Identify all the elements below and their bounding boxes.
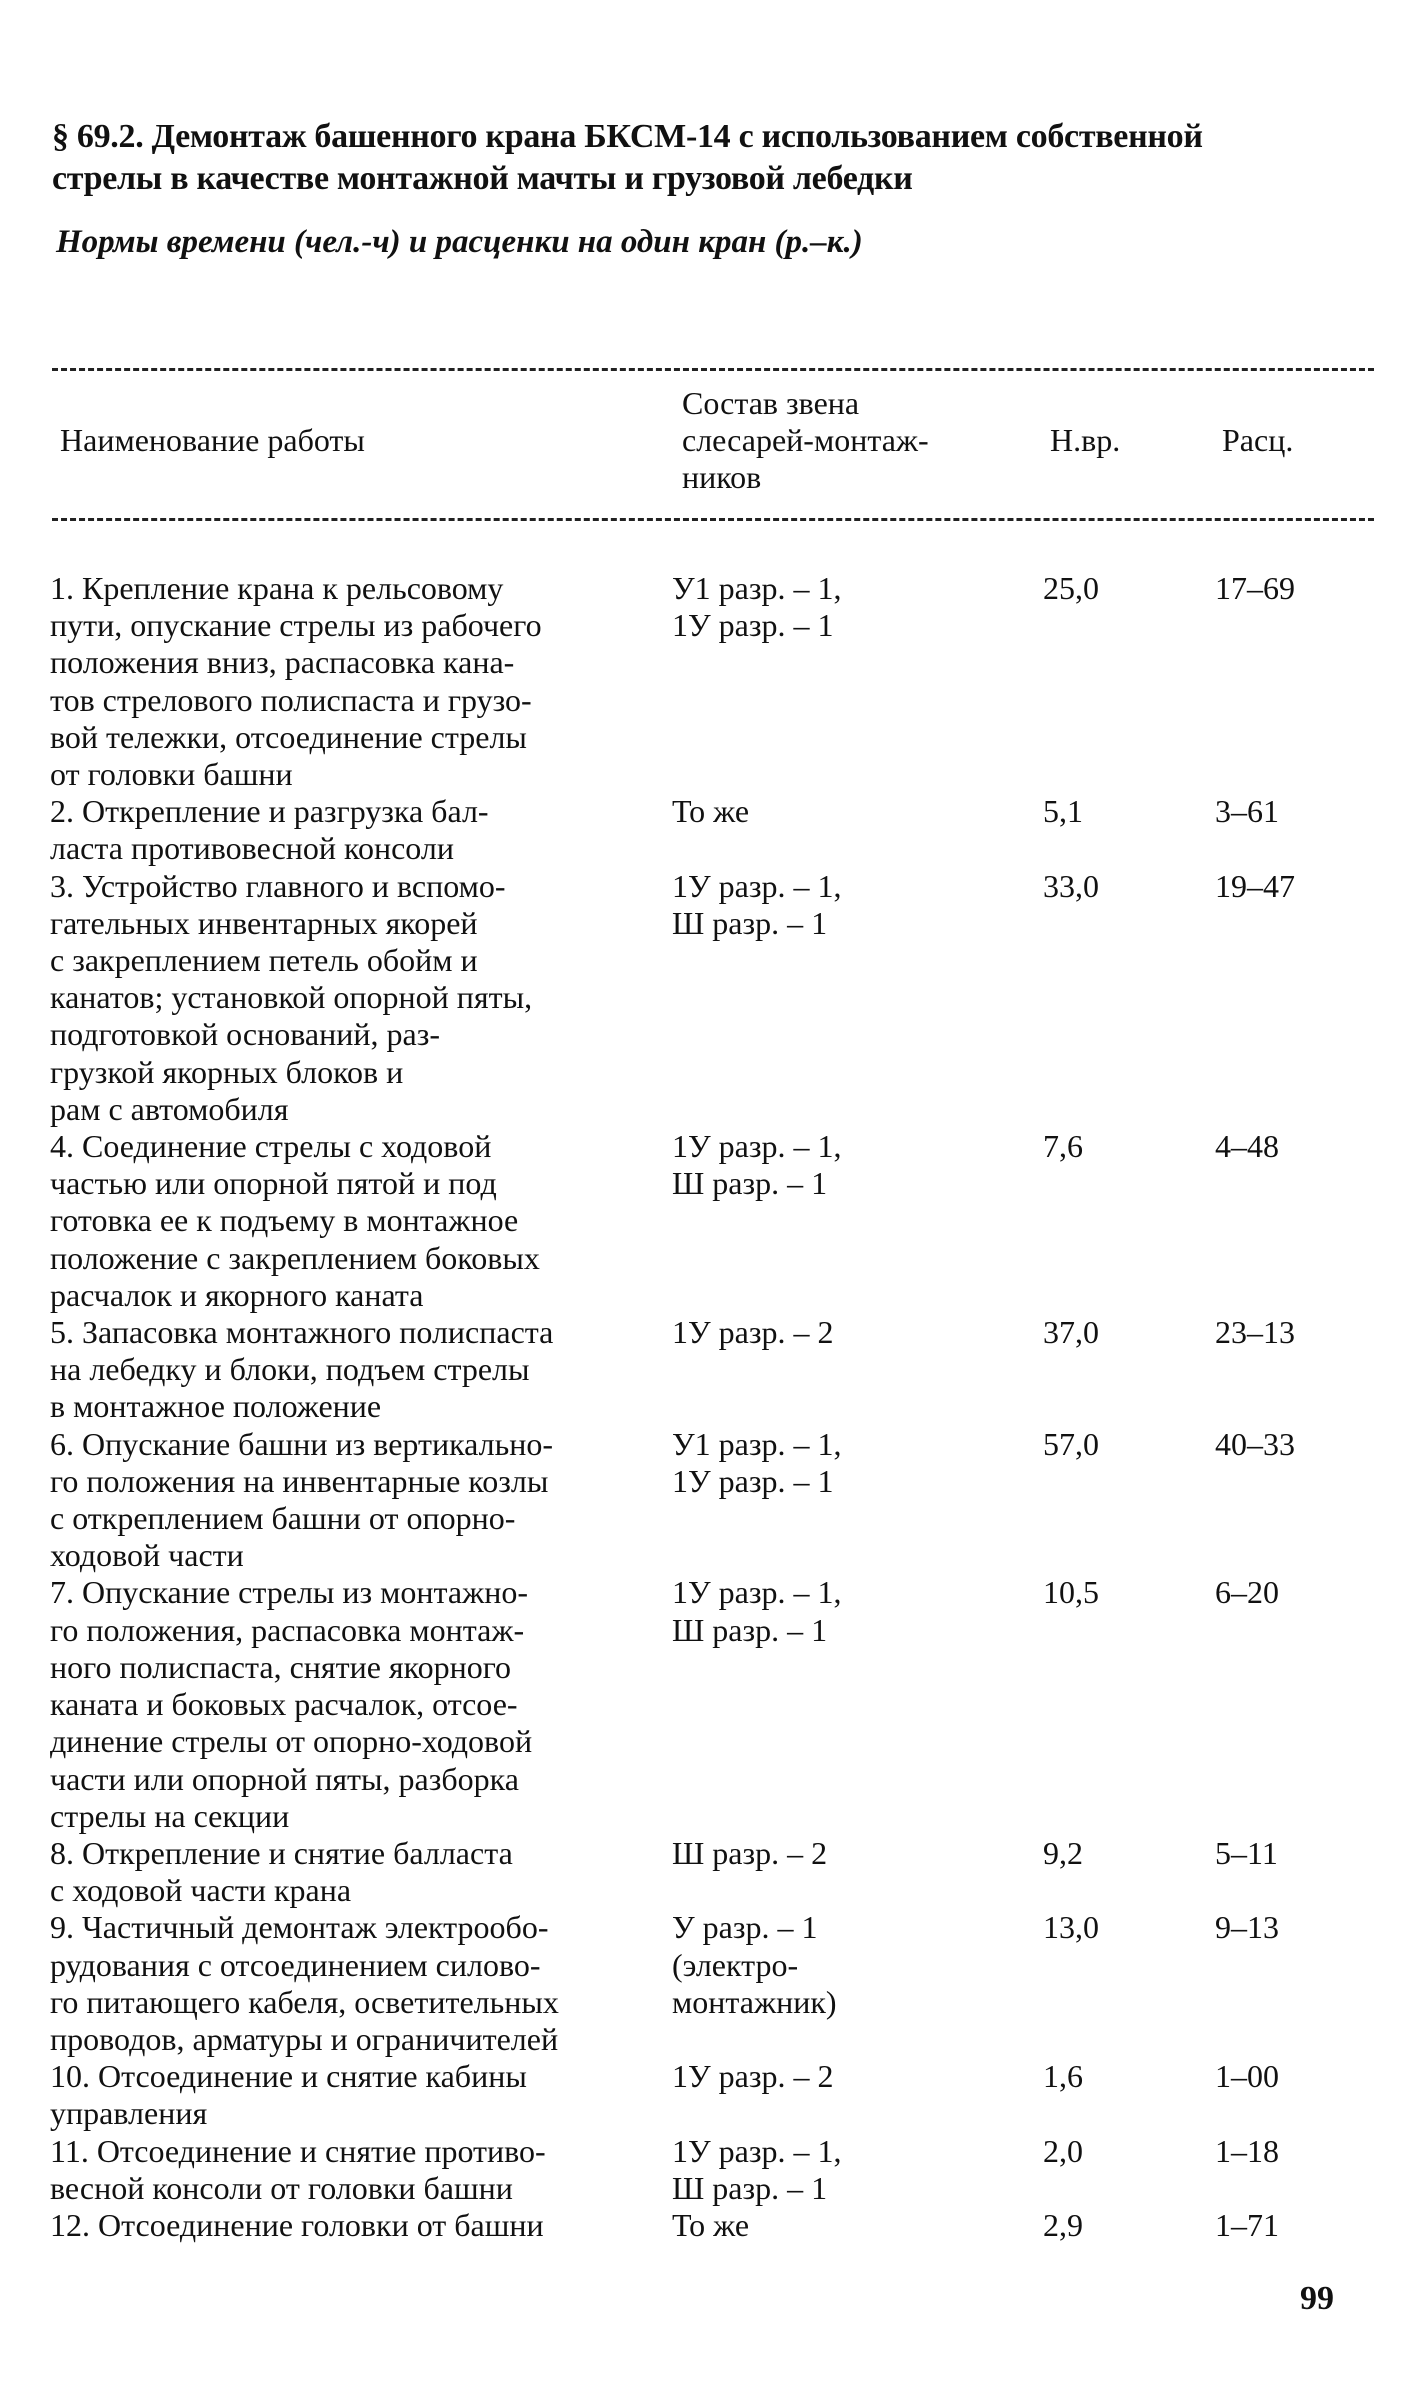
section-heading xyxy=(52,116,1332,200)
crew-composition-line: 1У разр. – 1 xyxy=(672,1462,834,1499)
work-description-line: 10. Отсоединение и снятие кабины xyxy=(50,2058,527,2095)
work-description-line: рам с автомобиля xyxy=(50,1090,289,1127)
work-description-line: 1. Крепление крана к рельсовому xyxy=(50,570,504,606)
work-description-line: 7. Опускание стрелы из монтажно- xyxy=(50,1574,529,1611)
work-description-line: пути, опускание стрелы из рабочего xyxy=(50,607,542,644)
crew-composition-line: 1У разр. – 1, xyxy=(672,867,842,904)
norm-time-value: 13,0 xyxy=(1043,1909,1099,1946)
crew-composition-line: (электро- xyxy=(672,1946,799,1983)
crew-composition-line: Ш разр. – 1 xyxy=(672,2169,828,2206)
table-row xyxy=(0,868,1415,1128)
norm-time-value: 1,6 xyxy=(1043,2058,1083,2095)
work-description-line: 3. Устройство главного и вспомо- xyxy=(50,867,506,904)
crew-composition-line: 1У разр. – 1, xyxy=(672,2132,842,2169)
work-description-line: го положения, распасовка монтаж- xyxy=(50,1611,525,1648)
rate-value: 6–20 xyxy=(1215,1574,1279,1611)
work-description xyxy=(50,2207,650,2244)
rate-value: 23–13 xyxy=(1215,1314,1295,1351)
table-row xyxy=(0,2207,1415,2244)
rate-value: 1–71 xyxy=(1215,2206,1279,2243)
work-description-line: рудования с отсоединением силово- xyxy=(50,1946,541,1983)
work-description-line: от головки башни xyxy=(50,756,293,793)
work-description-line: положения вниз, распасовка кана- xyxy=(50,644,515,681)
work-description-line: динение стрелы от опорно-ходовой xyxy=(50,1723,533,1760)
norm-time-value: 10,5 xyxy=(1043,1574,1099,1611)
crew-composition xyxy=(672,1574,972,1648)
header-crew-composition-line: Состав звена xyxy=(682,385,860,421)
work-description xyxy=(50,1835,650,1909)
section-heading-line-2: стрелы в качестве монтажной мачты и грузовой лебедки xyxy=(52,160,913,197)
crew-composition-line: 1У разр. – 1, xyxy=(672,1574,842,1611)
crew-composition-line: 1У разр. – 2 xyxy=(672,1314,834,1351)
rate-value: 5–11 xyxy=(1215,1834,1278,1871)
table-row xyxy=(0,1314,1415,1426)
table-row xyxy=(0,1426,1415,1575)
crew-composition xyxy=(672,2058,972,2095)
table-row xyxy=(0,1909,1415,2058)
work-description-line: частью или опорной пятой и под xyxy=(50,1165,497,1202)
work-description-line: грузкой якорных блоков и xyxy=(50,1053,404,1090)
norm-time-value: 2,0 xyxy=(1043,2132,1083,2169)
rate-value: 3–61 xyxy=(1215,793,1279,830)
crew-composition-line: Ш разр. – 2 xyxy=(672,1834,828,1871)
work-description xyxy=(50,793,650,867)
crew-composition-line: монтажник) xyxy=(672,1983,837,2020)
table-body xyxy=(0,570,1415,2244)
crew-composition-line: Ш разр. – 1 xyxy=(672,904,828,941)
table-row xyxy=(0,793,1415,867)
table-row xyxy=(0,2133,1415,2207)
table-row xyxy=(0,2058,1415,2132)
crew-composition xyxy=(672,1314,972,1351)
table-subtitle: Нормы времени (чел.-ч) и расценки на один кран (р.–к.) xyxy=(56,224,863,260)
crew-composition xyxy=(672,1128,972,1202)
norm-time-value: 33,0 xyxy=(1043,867,1099,904)
work-description-line: в монтажное положение xyxy=(50,1388,382,1425)
work-description xyxy=(50,1314,650,1426)
norm-time-value: 5,1 xyxy=(1043,793,1083,830)
section-heading-line-1: § 69.2. Демонтаж башенного крана БКСМ-14 с использованием собственной xyxy=(52,118,1203,155)
work-description-line: подготовкой оснований, раз- xyxy=(50,1016,440,1053)
header-norm-time: Н.вр. xyxy=(1050,422,1121,458)
crew-composition-line: Ш разр. – 1 xyxy=(672,1611,828,1648)
work-description-line: с откреплением башни от опорно- xyxy=(50,1500,516,1537)
crew-composition xyxy=(672,2207,972,2244)
crew-composition-line: 1У разр. – 1, xyxy=(672,1128,842,1165)
crew-composition-line: У1 разр. – 1, xyxy=(672,570,842,606)
work-description-line: го положения на инвентарные козлы xyxy=(50,1462,549,1499)
rate-value: 40–33 xyxy=(1215,1425,1295,1462)
work-description-line: тов стрелового полиспаста и грузо- xyxy=(50,681,532,718)
table-row xyxy=(0,1835,1415,1909)
work-description-line: стрелы на секции xyxy=(50,1797,290,1834)
work-description-line: 4. Соединение стрелы с ходовой xyxy=(50,1128,492,1165)
work-description xyxy=(50,1426,650,1575)
header-work-name: Наименование работы xyxy=(60,422,365,458)
norm-time-value: 37,0 xyxy=(1043,1314,1099,1351)
rate-value: 19–47 xyxy=(1215,867,1295,904)
crew-composition-line: Ш разр. – 1 xyxy=(672,1165,828,1202)
crew-composition xyxy=(672,2133,972,2207)
crew-composition xyxy=(672,570,972,644)
work-description-line: гательных инвентарных якорей xyxy=(50,904,478,941)
header-crew-composition-line: ников xyxy=(682,459,762,495)
work-description-line: с закреплением петель обойм и xyxy=(50,942,478,979)
norm-time-value: 57,0 xyxy=(1043,1425,1099,1462)
work-description xyxy=(50,868,650,1128)
table-header-rule xyxy=(52,518,1374,521)
rate-value: 9–13 xyxy=(1215,1909,1279,1946)
work-description-line: управления xyxy=(50,2095,208,2132)
work-description-line: 5. Запасовка монтажного полиспаста xyxy=(50,1314,554,1351)
work-description xyxy=(50,2058,650,2132)
work-description-line: 11. Отсоединение и снятие противо- xyxy=(50,2132,546,2169)
header-crew-composition xyxy=(682,385,972,496)
work-description-line: весной консоли от головки башни xyxy=(50,2169,513,2206)
work-description-line: каната и боковых расчалок, отсое- xyxy=(50,1686,518,1723)
norm-time-value: 2,9 xyxy=(1043,2206,1083,2243)
crew-composition-line: То же xyxy=(672,793,750,830)
header-crew-composition-line: слесарей-монтаж- xyxy=(682,422,929,458)
norm-time-value: 25,0 xyxy=(1043,570,1099,606)
work-description-line: ного полиспаста, снятие якорного xyxy=(50,1648,512,1685)
work-description xyxy=(50,2133,650,2207)
norm-time-value: 7,6 xyxy=(1043,1128,1083,1165)
header-rate: Расц. xyxy=(1222,422,1294,458)
rate-value: 17–69 xyxy=(1215,570,1295,606)
rate-value: 1–18 xyxy=(1215,2132,1279,2169)
crew-composition xyxy=(672,1909,972,2021)
work-description-line: 12. Отсоединение головки от башни xyxy=(50,2206,544,2243)
crew-composition xyxy=(672,1835,972,1872)
norm-time-value: 9,2 xyxy=(1043,1834,1083,1871)
crew-composition xyxy=(672,868,972,942)
work-description-line: положение с закреплением боковых xyxy=(50,1239,540,1276)
crew-composition-line: 1У разр. – 2 xyxy=(672,2058,834,2095)
work-description-line: 6. Опускание башни из вертикально- xyxy=(50,1425,553,1462)
crew-composition-line: То же xyxy=(672,2206,750,2243)
table-top-rule xyxy=(52,368,1374,371)
work-description-line: готовка ее к подъему в монтажное xyxy=(50,1202,519,1239)
crew-composition-line: У1 разр. – 1, xyxy=(672,1425,842,1462)
work-description xyxy=(50,1128,650,1314)
work-description-line: расчалок и якорного каната xyxy=(50,1276,424,1313)
work-description-line: 9. Частичный демонтаж электрообо- xyxy=(50,1909,549,1946)
work-description xyxy=(50,1574,650,1834)
work-description-line: на лебедку и блоки, подъем стрелы xyxy=(50,1351,530,1388)
table-row xyxy=(0,1128,1415,1314)
work-description-line: с ходовой части крана xyxy=(50,1872,352,1909)
work-description-line: канатов; установкой опорной пяты, xyxy=(50,979,533,1016)
work-description-line: вой тележки, отсоединение стрелы xyxy=(50,718,527,755)
work-description-line: го питающего кабеля, осветительных xyxy=(50,1983,559,2020)
work-description xyxy=(50,1909,650,2058)
crew-composition-line: У разр. – 1 xyxy=(672,1909,818,1946)
work-description-line: 8. Открепление и снятие балласта xyxy=(50,1834,513,1871)
crew-composition-line: 1У разр. – 1 xyxy=(672,607,834,644)
work-description-line: 2. Открепление и разгрузка бал- xyxy=(50,793,489,830)
work-description xyxy=(50,570,650,793)
work-description-line: ходовой части xyxy=(50,1537,244,1574)
crew-composition xyxy=(672,1426,972,1500)
work-description-line: ласта противовесной консоли xyxy=(50,830,454,867)
work-description-line: части или опорной пяты, разборка xyxy=(50,1760,519,1797)
rate-value: 1–00 xyxy=(1215,2058,1279,2095)
page-number: 99 xyxy=(1300,2280,1334,2317)
table-row xyxy=(0,1574,1415,1834)
table-row xyxy=(0,570,1415,793)
crew-composition xyxy=(672,793,972,830)
work-description-line: проводов, арматуры и ограничителей xyxy=(50,2020,559,2057)
rate-value: 4–48 xyxy=(1215,1128,1279,1165)
